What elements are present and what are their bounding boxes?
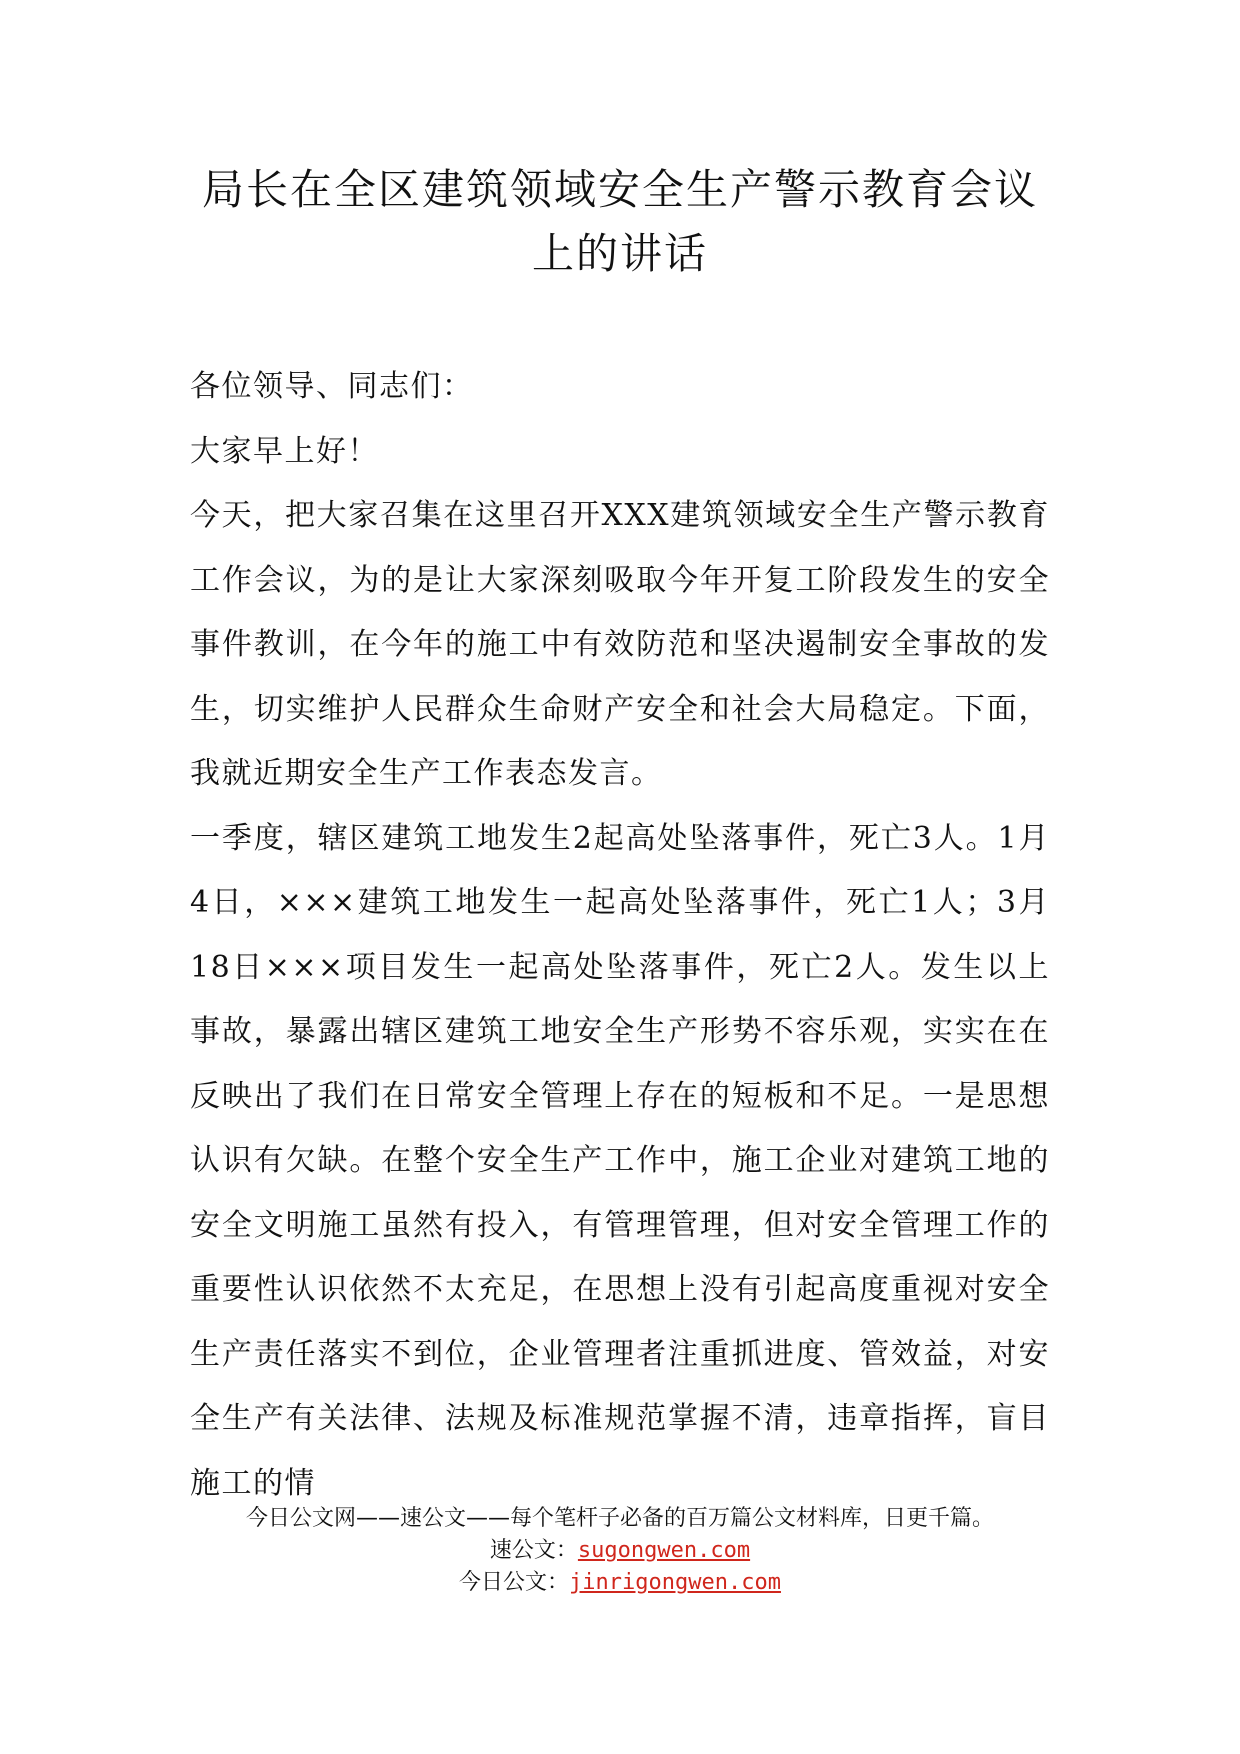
footer-sugongwen-label: 速公文： [489,1538,578,1563]
body-paragraph: 今天，把大家召集在这里召开XXX建筑领域安全生产警示教育工作会议，为的是让大家深刻吸取今年开复工阶段发生的安全事件教训，在今年的施工中有效防范和坚决遏制安全事故的发生，切实维护人民群众生命财产安全和社会大局稳定。下面，我就近期安全生产工作表态发言。 [190,498,1050,791]
greeting: 大家早上好！ [190,433,379,469]
body-paragraph: 一季度，辖区建筑工地发生2起高处坠落事件，死亡3人。1月4日，×××建筑工地发生一起高处坠落事件，死亡1人；3月18日×××项目发生一起高处坠落事件，死亡2人。发生以上事故，暴露出辖区建筑工地安全生产形势不容乐观，实实在在反映出了我们在日常安全管理上存在的短板和不足。一是思想认识有欠缺。在整个安全生产工作中，施工企业对建筑工地的安全文明施工虽然有投入，有管理管理，但对安全管理工作的重要性认识依然不太充足，在思想上没有引起高度重视对安全生产责任落实不到位，企业管理者注重抓进度、管效益，对安全生产有关法律、法规及标准规范掌握不清，违章指挥，盲目施工的情 [190,820,1050,1501]
document-body [190,355,1050,1516]
footer-sugongwen-line [0,1535,1240,1567]
salutation: 各位领导、同志们： [190,369,474,404]
document-title: 局长在全区建筑领域安全生产警示教育会议上的讲话 [201,165,1038,278]
footer-slogan: 今日公文网——速公文——每个笔杆子必备的百万篇公文材料库，日更千篇。 [245,1506,994,1531]
sugongwen-link[interactable]: sugongwen.com [577,1538,751,1563]
footer-jinri-label: 今日公文： [459,1570,570,1595]
footer [0,1503,1240,1599]
jinrigongwen-link[interactable]: jinrigongwen.com [569,1570,781,1595]
footer-jinri-line [0,1567,1240,1599]
